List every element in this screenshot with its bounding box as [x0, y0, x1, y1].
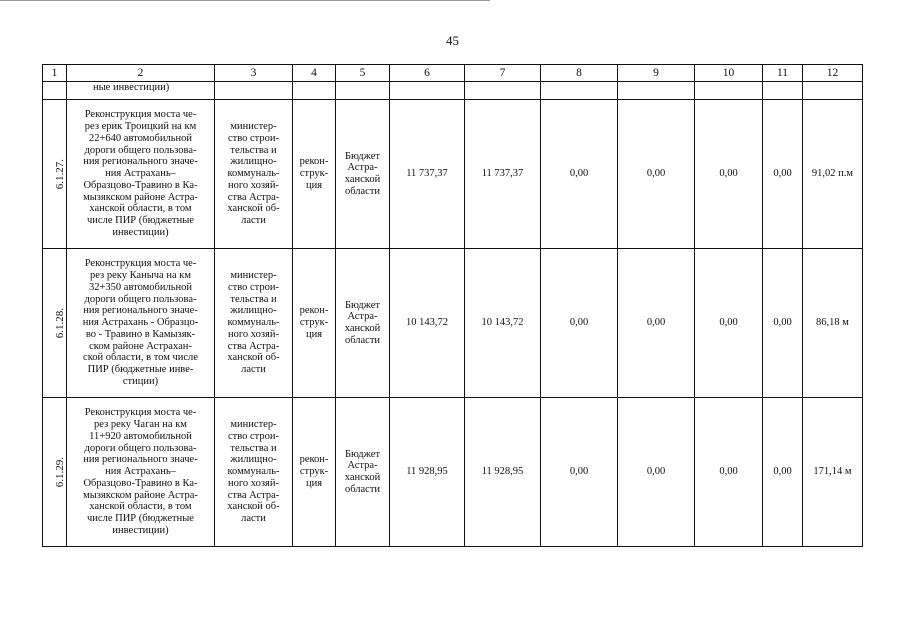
funding-source: Бюджет Астра- ханской области	[336, 398, 390, 547]
object-name: Реконструкция моста че- рез реку Чаган на км 11+920 автомобильной дороги общего пользова- ния регионального значе- ния Астрахань– Образцово-Травино в Ка- мызякском районе Астра- ханской области, в том числе ПИР (бюджетные инвестиции)	[67, 398, 215, 547]
table-cell	[43, 82, 67, 100]
amount-col7: 10 143,72	[465, 249, 541, 398]
page-number: 45	[446, 33, 459, 48]
amount-col7: 11 928,95	[465, 398, 541, 547]
table-row	[43, 398, 863, 547]
scan-top-rule	[0, 0, 490, 1]
work-type: рекон- струк- ция	[293, 249, 336, 398]
table-cell	[465, 82, 541, 100]
amount-col11: 0,00	[763, 249, 803, 398]
table-cell	[803, 82, 863, 100]
column-number: 2	[67, 65, 215, 82]
capacity: 171,14 м	[803, 398, 863, 547]
amount-col10: 0,00	[695, 398, 763, 547]
responsible-body: министер- ство строи- тельства и жилищно- коммуналь- ного хозяй- ства Астра- ханской об- ласти	[215, 398, 293, 547]
column-number: 4	[293, 65, 336, 82]
row-number-cell	[43, 398, 67, 547]
amount-col10: 0,00	[695, 100, 763, 249]
table-cell	[763, 82, 803, 100]
amount-col6: 11 928,95	[390, 398, 465, 547]
column-number: 5	[336, 65, 390, 82]
table-row	[43, 249, 863, 398]
amount-col9: 0,00	[618, 398, 695, 547]
table-cell	[390, 82, 465, 100]
table-row	[43, 100, 863, 249]
column-number: 6	[390, 65, 465, 82]
continuation-text: ные инвестиции)	[67, 82, 215, 100]
table-cell	[618, 82, 695, 100]
amount-col6: 10 143,72	[390, 249, 465, 398]
table-cell	[695, 82, 763, 100]
column-number: 1	[43, 65, 67, 82]
investment-table	[42, 64, 863, 547]
table-cell	[293, 82, 336, 100]
amount-col8: 0,00	[541, 398, 618, 547]
object-name: Реконструкция моста че- рез ерик Троицкий на км 22+640 автомобильной дороги общего пользова- ния регионального значе- ния Астрахань– Образцово-Травино в Ка- мызякском районе Астра- ханской области, в том числе ПИР (бюджетные инвестиции)	[67, 100, 215, 249]
responsible-body: министер- ство строи- тельства и жилищно- коммуналь- ного хозяй- ства Астра- ханской об- ласти	[215, 100, 293, 249]
amount-col11: 0,00	[763, 398, 803, 547]
column-number: 3	[215, 65, 293, 82]
table-cell	[336, 82, 390, 100]
column-number: 9	[618, 65, 695, 82]
column-number-row	[43, 65, 863, 82]
table-cell	[541, 82, 618, 100]
work-type: рекон- струк- ция	[293, 398, 336, 547]
column-number: 12	[803, 65, 863, 82]
column-number: 11	[763, 65, 803, 82]
continuation-row	[43, 82, 863, 100]
amount-col8: 0,00	[541, 100, 618, 249]
row-number-cell	[43, 100, 67, 249]
row-number-cell	[43, 249, 67, 398]
column-number: 10	[695, 65, 763, 82]
amount-col11: 0,00	[763, 100, 803, 249]
funding-source: Бюджет Астра- ханской области	[336, 100, 390, 249]
work-type: рекон- струк- ция	[293, 100, 336, 249]
amount-col7: 11 737,37	[465, 100, 541, 249]
column-number: 7	[465, 65, 541, 82]
amount-col8: 0,00	[541, 249, 618, 398]
funding-source: Бюджет Астра- ханской области	[336, 249, 390, 398]
capacity: 91,02 п.м	[803, 100, 863, 249]
capacity: 86,18 м	[803, 249, 863, 398]
object-name: Реконструкция моста че- рез реку Каныча на км 32+350 автомобильной дороги общего пользова- ния регионального значе- ния Астрахань - Образцо- во - Травино в Камызяк- ском районе Астрахан- ской области, в том числе ПИР (бюджетные инве- стиции)	[67, 249, 215, 398]
table-cell	[215, 82, 293, 100]
row-number: 6.1.29.	[53, 456, 66, 487]
row-number: 6.1.27.	[53, 158, 66, 189]
column-number: 8	[541, 65, 618, 82]
responsible-body: министер- ство строи- тельства и жилищно- коммуналь- ного хозяй- ства Астра- ханской об- ласти	[215, 249, 293, 398]
amount-col9: 0,00	[618, 249, 695, 398]
amount-col10: 0,00	[695, 249, 763, 398]
amount-col6: 11 737,37	[390, 100, 465, 249]
amount-col9: 0,00	[618, 100, 695, 249]
row-number: 6.1.28.	[53, 307, 66, 338]
